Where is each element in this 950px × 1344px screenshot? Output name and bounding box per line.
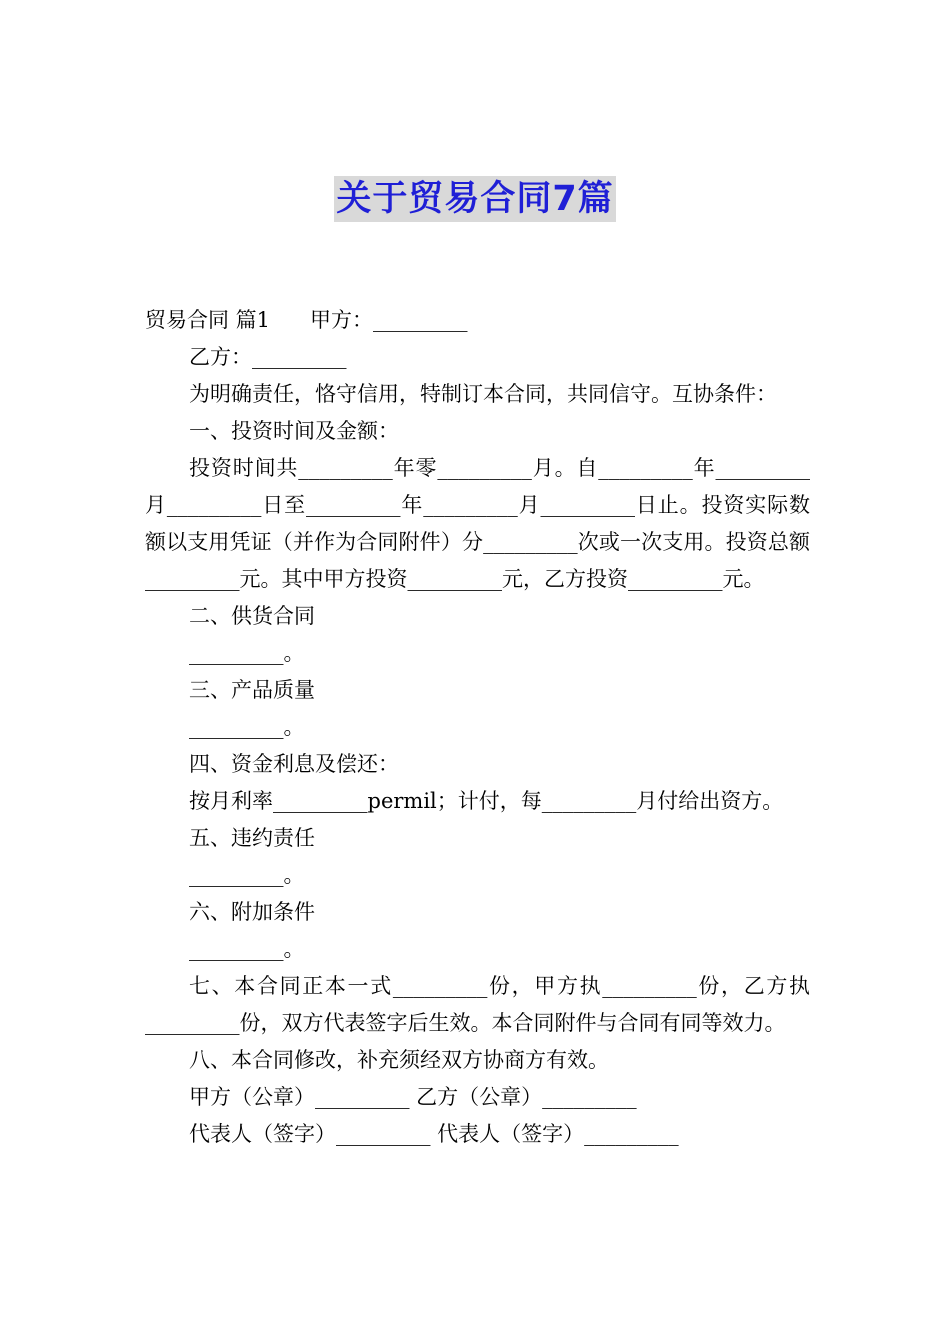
party-a-line (145, 302, 810, 339)
clause-1-text: 投资时间共_________年零_________月。自_________年_________月_________日至_________年_________月_________日止。投资实际数额以支用凭证（并作为合同附件）分_________次或一次支用。投资总额_________元。其中甲方投资_________元，乙方投资_________元。 (145, 456, 810, 591)
document-title: 关于贸易合同7篇 (334, 176, 615, 222)
clause-8-text: 八、本合同修改，补充须经双方协商方有效。 (189, 1048, 609, 1072)
clause-2-heading: 二、供货合同 (189, 604, 315, 628)
clause-5-heading: 五、违约责任 (189, 826, 315, 850)
clause-6-heading: 六、附加条件 (189, 900, 315, 924)
clause-7-text: 七、本合同正本一式_________份，甲方执_________份，乙方执_________份，双方代表签字后生效。本合同附件与合同有同等效力。 (145, 974, 810, 1035)
document-body (145, 302, 810, 1153)
clause-3-heading: 三、产品质量 (189, 678, 315, 702)
clause-3-text: _________。 (189, 715, 305, 739)
clause-5-text: _________。 (189, 863, 305, 887)
clause-2-text: _________。 (189, 641, 305, 665)
party-a-field: 甲方：_________ (310, 308, 468, 332)
signature-line: 代表人（签字）_________ 代表人（签字）_________ (189, 1122, 679, 1146)
clause-1-heading: 一、投资时间及金额： (189, 419, 399, 443)
title-container (0, 176, 950, 222)
party-b-line: 乙方：_________ (189, 345, 347, 369)
clause-6-text: _________。 (189, 937, 305, 961)
seal-line: 甲方（公章）_________ 乙方（公章）_________ (189, 1085, 637, 1109)
preamble: 为明确责任，恪守信用，特制订本合同，共同信守。互协条件： (189, 382, 777, 406)
section-heading: 贸易合同 篇1 (145, 308, 271, 332)
clause-4-text: 按月利率_________permil；计付，每_________月付给出资方。 (189, 789, 784, 813)
clause-4-heading: 四、资金利息及偿还： (189, 752, 399, 776)
